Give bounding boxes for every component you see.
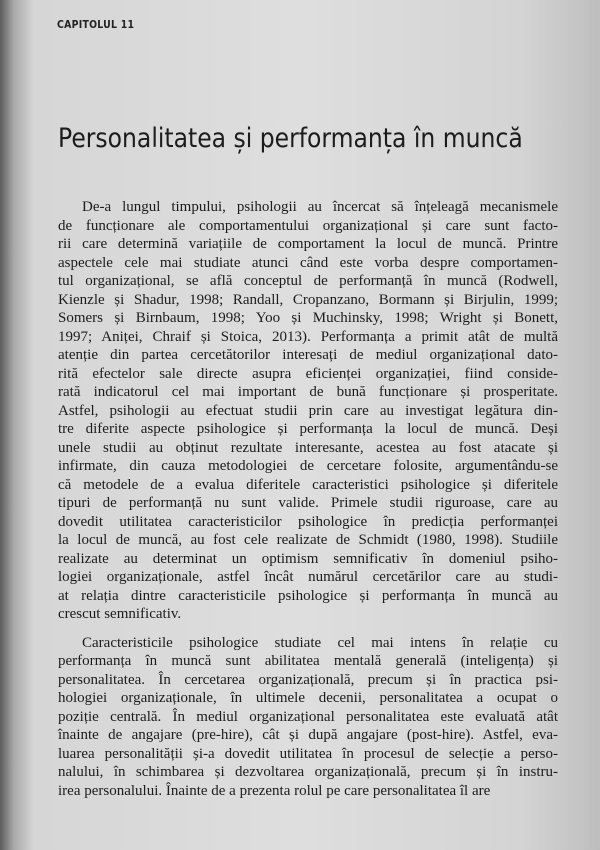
text-line: crescut semnificativ. <box>58 606 182 622</box>
show-through-text <box>330 0 600 200</box>
text-line: Kienzle și Shadur, 1998; Randall, Cropanzano, Bormann și Birjulin, 1999; <box>58 291 558 308</box>
text-line: dovedit utilitatea caracteristicilor psihologice în predicția performanței <box>58 513 558 530</box>
paragraph-2 <box>58 634 558 801</box>
text-line: realizate au determinat un optimism semnificativ în domeniul psiho- <box>58 550 558 567</box>
text-line: at relația dintre caracteristicile psihologice și performanța în muncă au <box>58 587 558 604</box>
text-line: Caracteristicile psihologice studiate cel mai intens în relație cu <box>82 634 558 651</box>
text-line: tipuri de performanță nu sunt valide. Primele studii riguroase, care au <box>58 495 558 511</box>
text-line: la locul de muncă, au fost cele realizate de Schmidt (1980, 1998). Studiile <box>58 532 558 548</box>
text-line: rită efectelor sale directe asupra eficienței organizației, fiind conside- <box>58 365 558 382</box>
section-title: Personalitatea și performanța în muncă <box>58 123 523 154</box>
text-line: performanța în muncă sunt abilitatea mentală generală (inteligența) și <box>58 653 558 669</box>
text-line: de funcționare ale comportamentului organizațional și care sunt facto- <box>58 217 558 234</box>
text-line: că metodele de a evalua diferitele caracteristici psihologice și diferitele <box>58 476 558 493</box>
text-line: rii care determină variațiile de comportament la locul de muncă. Printre <box>58 236 558 252</box>
body-text <box>58 198 558 800</box>
text-line: unele studii au obținut rezultate interesante, acestea au fost atacate și <box>58 439 558 456</box>
text-line: luarea personalității și-a dovedit utilitatea în procesul de selecție a perso- <box>58 745 558 762</box>
text-line: Astfel, psihologii au efectuat studii prin care au investigat legătura din- <box>58 402 558 419</box>
text-line: irea personalului. Înainte de a prezenta rolul pe care personalitatea îl are <box>58 782 491 799</box>
text-line: aspectele cele mai studiate atunci când este vorba despre comportamen- <box>58 254 558 271</box>
text-line: infirmate, din cauza metodologiei de cercetare folosite, argumentându-se <box>58 458 558 474</box>
paragraph-1 <box>58 198 558 624</box>
text-line: Somers și Birnbaum, 1998; Yoo și Muchinsky, 1998; Wright și Bonett, <box>58 310 558 326</box>
text-line: logiei organizaționale, astfel încât numărul cercetărilor care au studi- <box>58 569 558 585</box>
text-line: hologiei organizaționale, în ultimele decenii, personalitatea a ocupat o <box>58 690 558 706</box>
text-line: atenție din partea cercetătorilor interesați de mediul organizațional dato- <box>58 347 558 363</box>
text-line: tul organizațional, se află conceptul de performanță în muncă (Rodwell, <box>58 273 558 289</box>
text-line: 1997; Aniței, Chraif și Stoica, 2013). Performanța a primit atât de multă <box>58 328 558 345</box>
text-line: tre diferite aspecte psihologice și performanța la locul de muncă. Deși <box>58 421 558 437</box>
text-line: De-a lungul timpului, psihologii au încercat să înțeleagă mecanismele <box>82 199 558 215</box>
text-line: nalului, în schimbarea și dezvoltarea organizațională, precum și în instru- <box>58 764 558 780</box>
text-line: poziție centrală. În mediul organizațional personalitatea este evaluată atât <box>58 708 558 725</box>
chapter-header: CAPITOLUL 11 <box>57 18 135 31</box>
text-line: rată indicatorul cel mai important de bună funcționare și prosperitate. <box>58 384 558 400</box>
text-line: personalitatea. În cercetarea organizațională, precum și în practica psi- <box>58 671 558 688</box>
text-line: înainte de angajare (pre-hire), cât și după angajare (post-hire). Astfel, eva- <box>58 727 558 743</box>
